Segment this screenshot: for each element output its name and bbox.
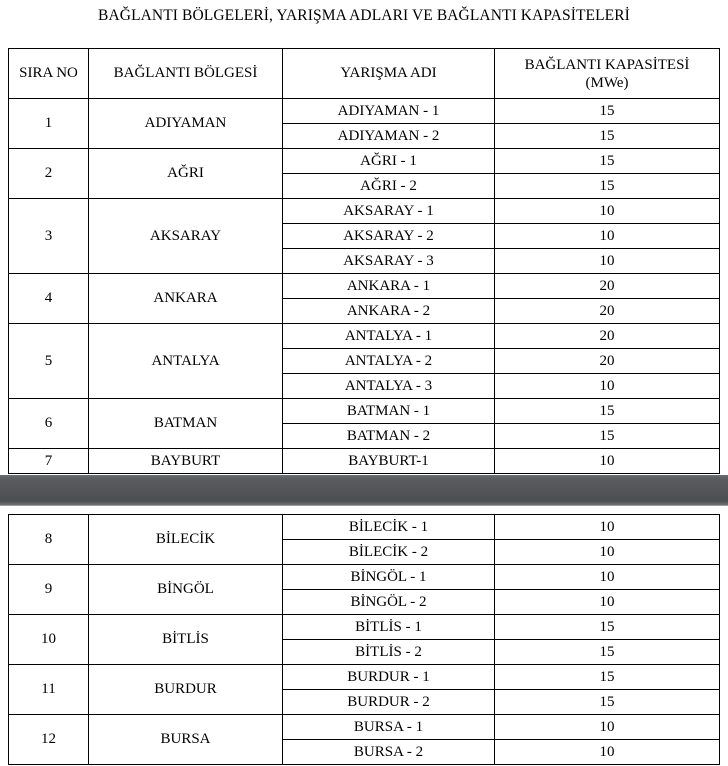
yarisma-adi-cell: BİTLİS - 2 [283, 640, 495, 665]
sira-no-cell: 8 [9, 515, 89, 565]
yarisma-adi-cell: ANKARA - 2 [283, 299, 495, 324]
baglanti-bolgesi-cell: BİNGÖL [89, 565, 283, 615]
baglanti-kapasitesi-cell: 10 [495, 740, 720, 765]
baglanti-kapasitesi-cell: 10 [495, 590, 720, 615]
yarisma-adi-cell: BURSA - 2 [283, 740, 495, 765]
baglanti-kapasitesi-cell: 10 [495, 199, 720, 224]
yarisma-adi-cell: BAYBURT-1 [283, 449, 495, 474]
baglanti-kapasitesi-cell: 15 [495, 399, 720, 424]
yarisma-adi-cell: BİTLİS - 1 [283, 615, 495, 640]
baglanti-kapasitesi-cell: 10 [495, 449, 720, 474]
baglanti-kapasitesi-cell: 20 [495, 299, 720, 324]
col-header-sira-no: SIRA NO [9, 49, 89, 99]
yarisma-adi-cell: ANKARA - 1 [283, 274, 495, 299]
table-row [9, 274, 720, 299]
yarisma-adi-cell: BİLECİK - 2 [283, 540, 495, 565]
yarisma-adi-cell: ANTALYA - 3 [283, 374, 495, 399]
yarisma-adi-cell: BURDUR - 2 [283, 690, 495, 715]
baglanti-bolgesi-cell: ANKARA [89, 274, 283, 324]
sira-no-cell: 3 [9, 199, 89, 274]
yarisma-adi-cell: BURDUR - 1 [283, 665, 495, 690]
table-row [9, 399, 720, 424]
yarisma-adi-cell: AĞRI - 2 [283, 174, 495, 199]
baglanti-kapasitesi-cell: 10 [495, 224, 720, 249]
yarisma-adi-cell: AKSARAY - 1 [283, 199, 495, 224]
connection-capacity-table [8, 48, 720, 474]
sira-no-cell: 10 [9, 615, 89, 665]
sira-no-cell: 9 [9, 565, 89, 615]
baglanti-kapasitesi-cell: 10 [495, 374, 720, 399]
sira-no-cell: 6 [9, 399, 89, 449]
baglanti-bolgesi-cell: ADIYAMAN [89, 99, 283, 149]
table-row [9, 99, 720, 124]
page-separator [0, 475, 728, 505]
baglanti-bolgesi-cell: BİTLİS [89, 615, 283, 665]
sira-no-cell: 12 [9, 715, 89, 765]
baglanti-kapasitesi-cell: 10 [495, 540, 720, 565]
baglanti-bolgesi-cell: BAYBURT [89, 449, 283, 474]
yarisma-adi-cell: ANTALYA - 1 [283, 324, 495, 349]
table-header-row [9, 49, 720, 99]
sira-no-cell: 2 [9, 149, 89, 199]
baglanti-kapasitesi-cell: 20 [495, 274, 720, 299]
col-header-baglanti-bolgesi: BAĞLANTI BÖLGESİ [89, 49, 283, 99]
baglanti-kapasitesi-cell: 10 [495, 715, 720, 740]
table-row [9, 615, 720, 640]
sira-no-cell: 7 [9, 449, 89, 474]
table-row [9, 665, 720, 690]
yarisma-adi-cell: ADIYAMAN - 2 [283, 124, 495, 149]
table-row [9, 199, 720, 224]
baglanti-bolgesi-cell: AĞRI [89, 149, 283, 199]
col-header-kapasite-line1: BAĞLANTI KAPASİTESİ [524, 56, 690, 73]
baglanti-kapasitesi-cell: 15 [495, 665, 720, 690]
col-header-yarisma-adi: YARIŞMA ADI [283, 49, 495, 99]
yarisma-adi-cell: AĞRI - 1 [283, 149, 495, 174]
col-header-kapasite-unit: (MWe) [585, 74, 629, 91]
table-row [9, 149, 720, 174]
yarisma-adi-cell: BİNGÖL - 1 [283, 565, 495, 590]
baglanti-bolgesi-cell: BİLECİK [89, 515, 283, 565]
table-row [9, 565, 720, 590]
document-page-2 [0, 505, 728, 766]
yarisma-adi-cell: ADIYAMAN - 1 [283, 99, 495, 124]
sira-no-cell: 1 [9, 99, 89, 149]
baglanti-kapasitesi-cell: 10 [495, 249, 720, 274]
table-body-page-1 [9, 99, 720, 474]
yarisma-adi-cell: AKSARAY - 2 [283, 224, 495, 249]
baglanti-kapasitesi-cell: 15 [495, 424, 720, 449]
baglanti-kapasitesi-cell: 15 [495, 149, 720, 174]
baglanti-kapasitesi-cell: 15 [495, 615, 720, 640]
yarisma-adi-cell: BURSA - 1 [283, 715, 495, 740]
yarisma-adi-cell: BATMAN - 1 [283, 399, 495, 424]
baglanti-kapasitesi-cell: 10 [495, 565, 720, 590]
connection-capacity-table-continued [8, 514, 720, 765]
baglanti-bolgesi-cell: BURDUR [89, 665, 283, 715]
document-title: BAĞLANTI BÖLGELERİ, YARIŞMA ADLARI VE BAĞLANTI KAPASİTELERİ [98, 7, 630, 24]
baglanti-bolgesi-cell: AKSARAY [89, 199, 283, 274]
yarisma-adi-cell: BATMAN - 2 [283, 424, 495, 449]
table-body-page-2 [9, 515, 720, 765]
table-row [9, 324, 720, 349]
sira-no-cell: 4 [9, 274, 89, 324]
baglanti-kapasitesi-cell: 15 [495, 124, 720, 149]
baglanti-kapasitesi-cell: 15 [495, 99, 720, 124]
baglanti-kapasitesi-cell: 10 [495, 515, 720, 540]
yarisma-adi-cell: BİLECİK - 1 [283, 515, 495, 540]
baglanti-kapasitesi-cell: 15 [495, 174, 720, 199]
sira-no-cell: 5 [9, 324, 89, 399]
yarisma-adi-cell: ANTALYA - 2 [283, 349, 495, 374]
table-row [9, 449, 720, 474]
col-header-baglanti-kapasitesi [495, 49, 720, 99]
table-row [9, 715, 720, 740]
baglanti-bolgesi-cell: BURSA [89, 715, 283, 765]
table-row [9, 515, 720, 540]
yarisma-adi-cell: AKSARAY - 3 [283, 249, 495, 274]
yarisma-adi-cell: BİNGÖL - 2 [283, 590, 495, 615]
sira-no-cell: 11 [9, 665, 89, 715]
baglanti-kapasitesi-cell: 15 [495, 640, 720, 665]
baglanti-bolgesi-cell: ANTALYA [89, 324, 283, 399]
baglanti-kapasitesi-cell: 20 [495, 349, 720, 374]
baglanti-bolgesi-cell: BATMAN [89, 399, 283, 449]
baglanti-kapasitesi-cell: 20 [495, 324, 720, 349]
baglanti-kapasitesi-cell: 15 [495, 690, 720, 715]
